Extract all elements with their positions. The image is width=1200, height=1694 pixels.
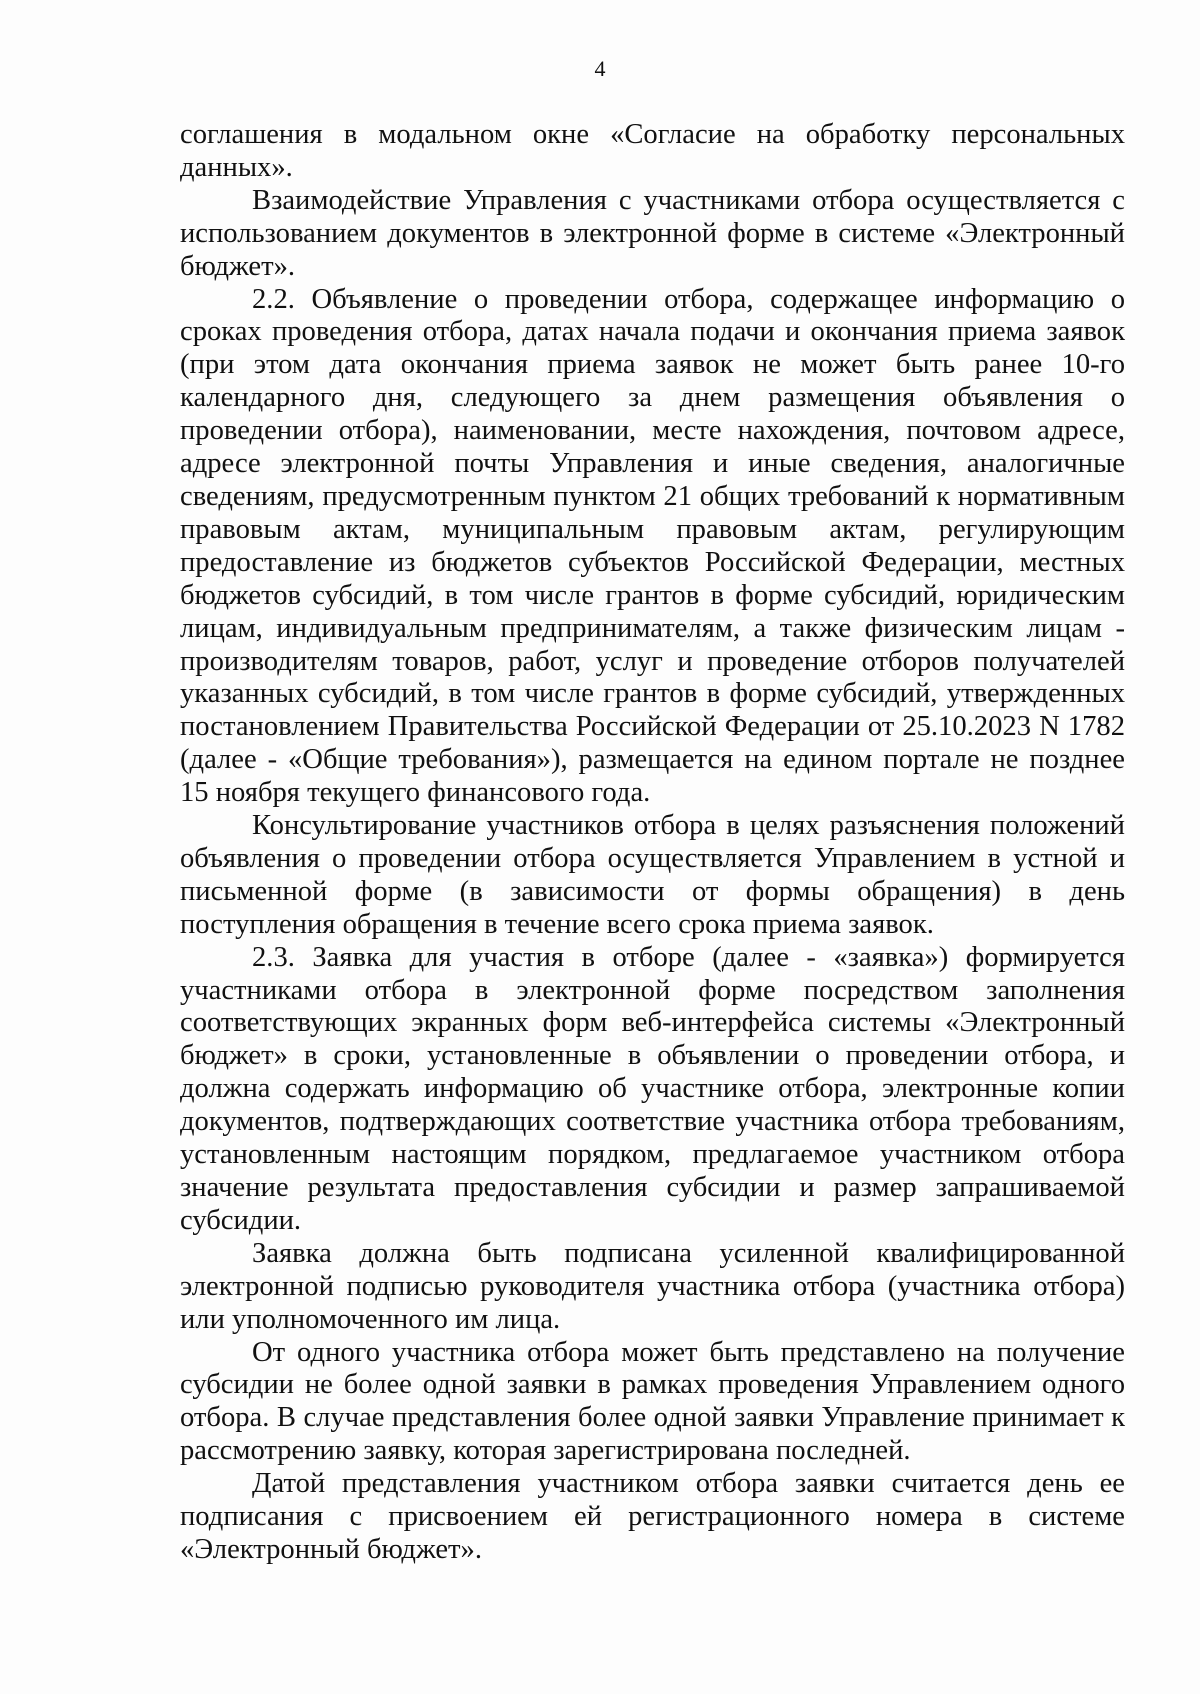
paragraph-2-2-announcement: 2.2. Объявление о проведении отбора, содержащее информацию о сроках проведения отбора, датах начала подачи и окончания приема заявок (при этом дата окончания приема заявок не может быть ранее 10-го календарного дня, следующего за днем размещения объявления о проведении отбора), наименовании, месте нахождения, почтовом адресе, адресе электронной почты Управления и иные сведения, аналогичные сведениям, предусмотренным пунктом 21 общих требований к нормативным правовым актам, муниципальным правовым актам, регулирующим предоставление из бюджетов субъектов Российской Федерации, местных бюджетов субсидий, в том числе грантов в форме субсидий, юридическим лицам, индивидуальным предпринимателям, а также физическим лицам - производителям товаров, работ, услуг и проведение отборов получателей указанных субсидий, в том числе грантов в форме субсидий, утвержденных постановлением Правительства Российской Федерации от 25.10.2023 N 1782 (далее - «Общие требования»), размещается на едином портале не позднее 15 ноября текущего финансового года. [180,283,1125,809]
document-body [180,119,1125,1567]
page-number: 4 [594,56,606,81]
paragraph-interaction: Взаимодействие Управления с участниками отбора осуществляется с использованием документов в электронной форме в системе «Электронный бюджет». [180,184,1125,282]
paragraph-submission-date: Датой представления участником отбора заявки считается день ее подписания с присвоением ей регистрационного номера в системе «Электронный бюджет». [180,1468,1125,1565]
paragraph-signature: Заявка должна быть подписана усиленной квалифицированной электронной подписью руководителя участника отбора (участника отбора) или уполномоченного им лица. [180,1237,1125,1335]
paragraph-continuation: соглашения в модальном окне «Согласие на обработку персональных данных». [180,119,1125,183]
paragraph-2-3-application: 2.3. Заявка для участия в отборе (далее - «заявка») формируется участниками отбора в электронной форме посредством заполнения соответствующих экранных форм веб-интерфейса системы «Электронный бюджет» в сроки, установленные в объявлении о проведении отбора, и должна содержать информацию об участнике отбора, электронные копии документов, подтверждающих соответствие участника отбора требованиям, установленным настоящим порядком, предлагаемое участником отбора значение результата предоставления субсидии и размер запрашиваемой субсидии. [180,941,1125,1236]
paragraph-one-application: От одного участника отбора может быть представлено на получение субсидии не более одной заявки в рамках проведения Управлением одного отбора. В случае представления более одной заявки Управление принимает к рассмотрению заявку, которая зарегистрирована последней. [180,1336,1125,1467]
paragraph-consulting: Консультирование участников отбора в целях разъяснения положений объявления о проведении отбора осуществляется Управлением в устной и письменной форме (в зависимости от формы обращения) в день поступления обращения в течение всего срока приема заявок. [180,810,1125,940]
